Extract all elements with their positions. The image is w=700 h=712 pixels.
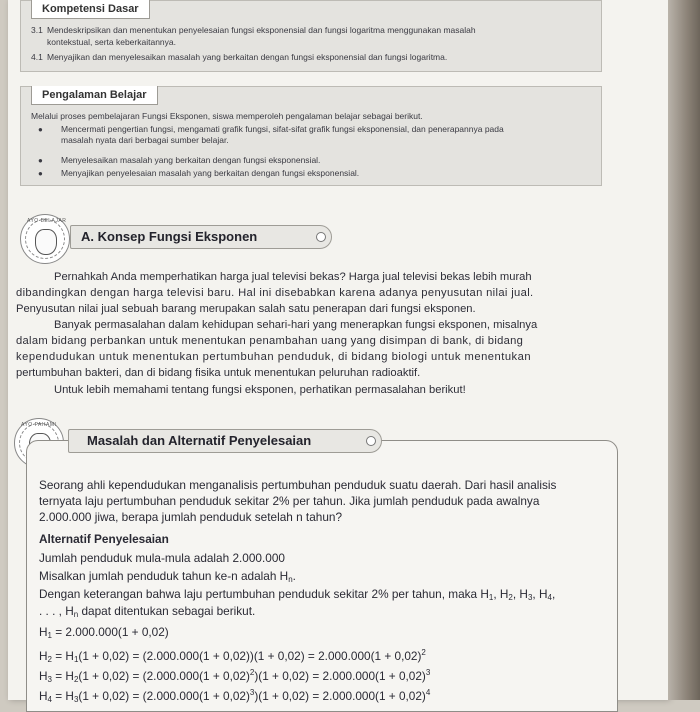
solution-line: Misalkan jumlah penduduk tahun ke-n adalah $H_n$. bbox=[39, 569, 296, 584]
section-a-title: A. Konsep Fungsi Eksponen bbox=[81, 229, 258, 244]
pengalaman-intro: Melalui proses pembelajaran Fungsi Eksponen, siswa memperoleh pengalaman belajar sebagai berikut. bbox=[31, 111, 423, 121]
paragraph-line: kependudukan untuk menentukan pertumbuhan penduduk, di bidang biologi untuk menentukan bbox=[16, 351, 532, 363]
textbook-page bbox=[8, 0, 668, 704]
paragraph-line: Banyak permasalahan dalam kehidupan sehari-hari yang menerapkan fungsi eksponen, misalnya bbox=[54, 319, 538, 331]
pengalaman-belajar-box bbox=[20, 86, 602, 186]
equation-line: $H_3 = H_2(1 + 0,02) = (2.000.000(1 + 0,02)^2)(1 + 0,02) = 2.000.000(1 + 0,02)^3$ bbox=[39, 668, 431, 684]
list-item-text: Mencermati pengertian fungsi, mengamati grafik fungsi, sifat-sifat grafik fungsi eksponensial, dan penerapannya pada bbox=[61, 124, 504, 134]
paragraph-line: Penyusutan nilai jual sebuah barang merupakan salah satu penerapan dari fungsi eksponen. bbox=[16, 303, 476, 315]
list-item-text: Menyelesaikan masalah yang berkaitan dengan fungsi eksponensial. bbox=[61, 155, 321, 165]
bullet-icon: ● bbox=[38, 125, 43, 134]
mascot-label: AYO BELAJAR bbox=[27, 218, 67, 224]
list-item bbox=[39, 168, 594, 179]
paragraph-line: Untuk lebih memahami tentang fungsi eksponen, perhatikan permasalahan berikut! bbox=[54, 384, 466, 396]
kompetensi-number: 3.1 bbox=[31, 25, 43, 35]
kompetensi-number: 4.1 bbox=[31, 52, 43, 62]
alternatif-title: Alternatif Penyelesaian bbox=[39, 532, 169, 546]
problem-line: ternyata laju pertumbuhan penduduk sekitar 2% per tahun. Jika jumlah penduduk pada awalnya bbox=[39, 494, 540, 508]
solution-line: . . . , $H_n$ dapat ditentukan sebagai berikut. bbox=[39, 604, 256, 619]
problem-line: 2.000.000 jiwa, berapa jumlah penduduk setelah n tahun? bbox=[39, 510, 343, 524]
paragraph-line: dibandingkan dengan harga televisi baru. Hal ini disebabkan karena adanya penyusutan nilai jual. bbox=[16, 287, 534, 299]
kompetensi-dasar-title: Kompetensi Dasar bbox=[31, 0, 150, 19]
kompetensi-dasar-box bbox=[20, 0, 602, 72]
paragraph-line: Pernahkah Anda memperhatikan harga jual televisi bekas? Harga jual televisi bekas lebih murah bbox=[54, 271, 532, 283]
paragraph-line: dalam bidang perbankan untuk menentukan penambahan uang yang disimpan di bank, di bidang bbox=[16, 335, 524, 347]
bullet-icon: ● bbox=[38, 169, 43, 178]
background-edge bbox=[668, 0, 700, 700]
kompetensi-text: kontekstual, serta keberkaitannya. bbox=[47, 37, 176, 47]
kompetensi-text: Menyajikan dan menyelesaikan masalah yang berkaitan dengan fungsi eksponensial dan fungsi logaritma. bbox=[47, 52, 448, 62]
equation-line: $H_1 = 2.000.000(1 + 0,02)$ bbox=[39, 625, 169, 640]
masalah-title: Masalah dan Alternatif Penyelesaian bbox=[87, 433, 312, 448]
list-item bbox=[39, 155, 594, 166]
paragraph-line: pertumbuhan bakteri, dan di bidang fisika untuk menentukan peluruhan radioaktif. bbox=[16, 367, 421, 379]
section-a-heading bbox=[70, 225, 332, 249]
ayo-belajar-mascot-icon bbox=[20, 214, 70, 264]
heading-circle-icon bbox=[316, 232, 326, 242]
equation-line: $H_4 = H_3(1 + 0,02) = (2.000.000(1 + 0,02)^3)(1 + 0,02) = 2.000.000(1 + 0,02)^4$ bbox=[39, 688, 431, 704]
bullet-icon: ● bbox=[38, 156, 43, 165]
solution-line: Dengan keterangan bahwa laju pertumbuhan penduduk sekitar 2% per tahun, maka $H_1$, $H_2$, $H_3$, $H_4$, bbox=[39, 587, 556, 602]
masalah-heading bbox=[68, 429, 382, 453]
equation-line: $H_2 = H_1(1 + 0,02) = (2.000.000(1 + 0,02))(1 + 0,02) = 2.000.000(1 + 0,02)^2$ bbox=[39, 648, 426, 664]
mascot-label: AYO PAHAMI bbox=[21, 422, 57, 428]
pengalaman-belajar-title: Pengalaman Belajar bbox=[31, 86, 158, 105]
kompetensi-text: Mendeskripsikan dan menentukan penyelesaian fungsi eksponensial dan fungsi logaritma menggunakan masalah bbox=[47, 25, 476, 35]
list-item bbox=[39, 124, 594, 146]
list-item-text: Menyajikan penyelesaian masalah yang berkaitan dengan fungsi eksponensial. bbox=[61, 168, 360, 178]
problem-line: Seorang ahli kependudukan menganalisis pertumbuhan penduduk suatu daerah. Dari hasil analisis bbox=[39, 478, 557, 492]
list-item-text: masalah nyata dari berbagai sumber belajar. bbox=[61, 135, 229, 145]
solution-line: Jumlah penduduk mula-mula adalah 2.000.000 bbox=[39, 551, 285, 565]
masalah-box bbox=[26, 440, 618, 712]
heading-circle-icon bbox=[366, 436, 376, 446]
